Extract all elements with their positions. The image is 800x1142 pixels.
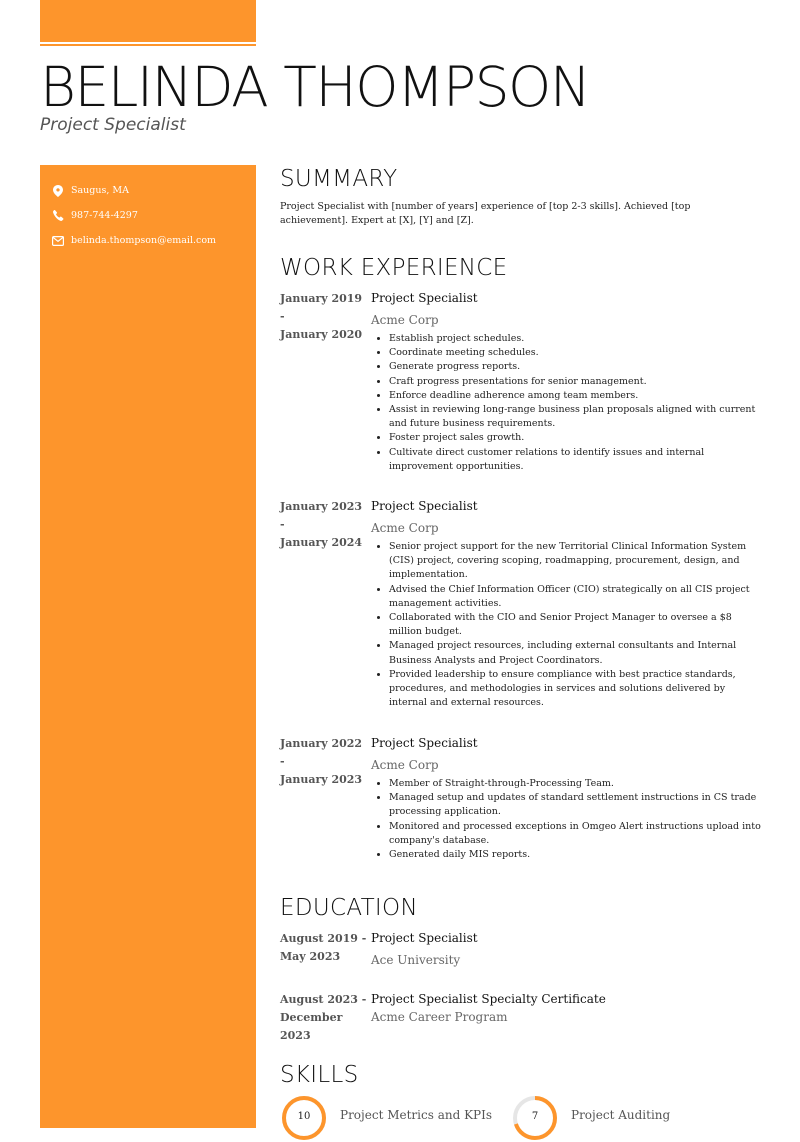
education-details xyxy=(371,930,765,968)
summary-heading: SUMMARY xyxy=(280,166,398,192)
date-end: January 2023 xyxy=(280,773,363,786)
school-name: Ace University xyxy=(371,953,461,967)
list-item: • Generated daily MIS reports. xyxy=(389,848,765,862)
skill-item xyxy=(511,1094,670,1142)
job-title: Project Specialist xyxy=(371,736,478,750)
date-separator: - xyxy=(280,518,285,531)
job-details xyxy=(371,290,765,474)
experience-dates xyxy=(280,290,368,344)
education-dates xyxy=(280,930,372,966)
job-bullets xyxy=(371,332,765,474)
list-item: • Member of Straight-through-Processing Team. xyxy=(389,777,765,791)
skill-level-ring xyxy=(511,1094,559,1142)
top-accent-line xyxy=(40,44,256,46)
top-accent-bar xyxy=(40,0,256,42)
list-item: • Advised the Chief Information Officer (CIO) strategically on all CIS project management activities. xyxy=(389,583,765,611)
skills-list xyxy=(280,1094,780,1128)
skill-name: Project Auditing xyxy=(571,1108,671,1122)
date-start: August 2023 - xyxy=(280,993,367,1006)
degree-title: Project Specialist xyxy=(371,931,478,945)
skill-item xyxy=(280,1094,492,1142)
list-item: • Establish project schedules. xyxy=(389,332,765,346)
job-company: Acme Corp xyxy=(371,521,439,535)
job-title: Project Specialist xyxy=(371,291,478,305)
location-text: Saugus, MA xyxy=(71,185,129,196)
sidebar xyxy=(40,165,256,1128)
date-end: May 2023 xyxy=(280,950,341,963)
envelope-icon xyxy=(52,235,64,247)
experience-heading: WORK EXPERIENCE xyxy=(280,255,508,281)
list-item: • Collaborated with the CIO and Senior Project Manager to oversee a $8 million budget. xyxy=(389,611,765,639)
list-item: • Managed setup and updates of standard settlement instructions in CS trade processing application. xyxy=(389,791,765,819)
list-item: • Craft progress presentations for senior management. xyxy=(389,375,765,389)
job-company: Acme Corp xyxy=(371,758,439,772)
contact-email xyxy=(52,228,252,253)
date-end: January 2020 xyxy=(280,328,363,341)
location-pin-icon xyxy=(52,185,64,197)
list-item: • Foster project sales growth. xyxy=(389,431,765,445)
job-title: Project Specialist xyxy=(371,499,478,513)
phone-text[interactable]: 987-744-4297 xyxy=(71,210,138,221)
date-start: January 2022 xyxy=(280,737,363,750)
contact-phone xyxy=(52,203,252,228)
candidate-role: Project Specialist xyxy=(40,115,186,135)
school-name: Acme Career Program xyxy=(371,1010,508,1024)
education-heading: EDUCATION xyxy=(280,895,418,921)
skills-heading: SKILLS xyxy=(280,1062,359,1088)
skill-level: 7 xyxy=(531,1111,539,1122)
date-start: January 2019 xyxy=(280,292,363,305)
date-start: August 2019 - xyxy=(280,932,367,945)
candidate-name: BELINDA THOMPSON xyxy=(40,55,590,119)
skill-name: Project Metrics and KPIs xyxy=(340,1108,493,1122)
job-bullets xyxy=(371,540,765,710)
list-item: • Enforce deadline adherence among team members. xyxy=(389,389,765,403)
list-item: • Cultivate direct customer relations to identify issues and internal improvement opportunities. xyxy=(389,446,765,474)
list-item: • Generate progress reports. xyxy=(389,360,765,374)
experience-dates xyxy=(280,498,368,552)
date-start: January 2023 xyxy=(280,500,363,513)
date-separator: - xyxy=(280,310,285,323)
contact-location xyxy=(52,178,252,203)
skill-level: 10 xyxy=(297,1111,311,1122)
date-end: January 2024 xyxy=(280,536,363,549)
list-item: • Senior project support for the new Territorial Clinical Information System (CIS) project, covering scoping, roadmapping, procurement, design, and implementation. xyxy=(389,540,765,583)
education-details xyxy=(371,991,765,1025)
summary-text: Project Specialist with [number of years] experience of [top 2-3 skills]. Achieved [top achievement]. Expert at [X], [Y] and [Z]. xyxy=(280,201,691,226)
date-separator: - xyxy=(280,755,285,768)
experience-dates xyxy=(280,735,368,789)
list-item: • Assist in reviewing long-range business plan proposals aligned with current and future business requirements. xyxy=(389,403,765,431)
job-details xyxy=(371,735,765,862)
list-item: • Provided leadership to ensure compliance with best practice standards, procedures, and methodologies in services and solutions delivered by internal and external resources. xyxy=(389,668,765,711)
job-details xyxy=(371,498,765,710)
email-text[interactable]: belinda.thompson@email.com xyxy=(71,235,217,246)
list-item: • Monitored and processed exceptions in Omgeo Alert instructions upload into company's database. xyxy=(389,820,765,848)
contact-info xyxy=(52,178,252,253)
date-end: December 2023 xyxy=(280,1011,343,1042)
list-item: • Managed project resources, including external consultants and Internal Business Analysts and Project Coordinators. xyxy=(389,639,765,667)
phone-icon xyxy=(52,210,64,222)
job-company: Acme Corp xyxy=(371,313,439,327)
job-bullets xyxy=(371,777,765,862)
list-item: • Coordinate meeting schedules. xyxy=(389,346,765,360)
education-dates xyxy=(280,991,372,1045)
skill-level-ring xyxy=(280,1094,328,1142)
degree-title: Project Specialist Specialty Certificate xyxy=(371,992,606,1006)
